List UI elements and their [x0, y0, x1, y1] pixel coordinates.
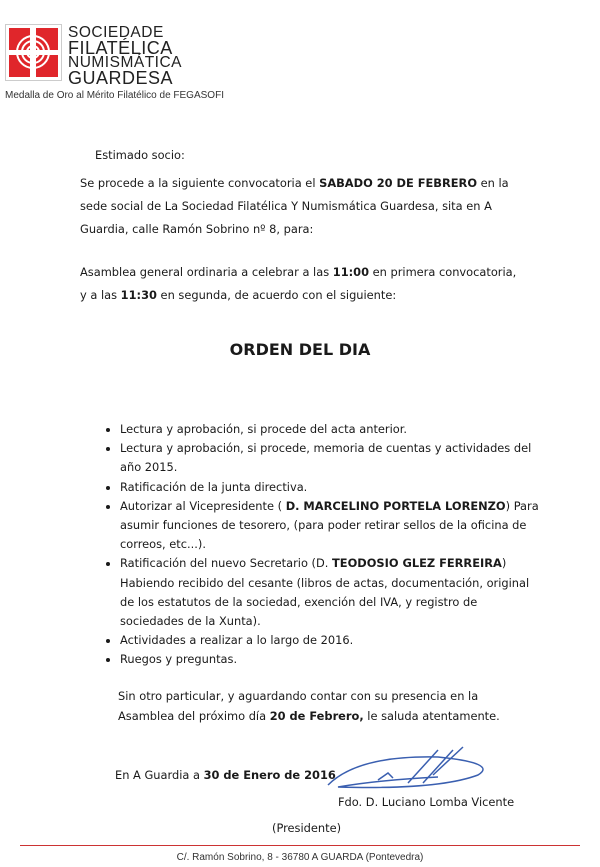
closing-paragraph — [118, 686, 518, 726]
org-line: NUMISMÁTICA — [68, 53, 182, 71]
society-logo — [5, 24, 62, 81]
signature — [318, 745, 498, 795]
text: le saluda atentamente. — [363, 709, 500, 723]
agenda-item: • Lectura y aprobación, si procede del acta anterior. — [120, 420, 540, 439]
medal-caption: Medalla de Oro al Mérito Filatélico de FEGASOFI — [5, 90, 224, 101]
text: En A Guardia a — [115, 768, 204, 782]
assembly-paragraph — [80, 261, 520, 307]
text: ) Habiendo recibido del cesante (libros de actas, documentación, original de los estatutos de la sociedad, exención del IVA, y registro de sociedades de la Xunta). — [120, 556, 530, 629]
first-time: 11:00 — [332, 265, 370, 279]
text: Se procede a la siguiente convocatoria el — [80, 176, 320, 190]
agenda-item — [120, 554, 540, 631]
second-time: 11:30 — [120, 288, 157, 302]
agenda-item: • Ruegos y preguntas. — [120, 650, 540, 669]
text: Autorizar al Vicepresidente ( — [120, 498, 286, 513]
place-date — [115, 768, 336, 782]
convocation-paragraph — [80, 172, 520, 241]
text: Asamblea general ordinaria a celebrar a las — [80, 265, 333, 279]
agenda-item: • Actividades a realizar a lo largo de 2016. — [120, 631, 540, 650]
text: en primera convocatoria, y a las — [80, 265, 517, 302]
footer-divider — [20, 845, 580, 846]
org-line: SOCIEDADE — [68, 24, 164, 41]
text: en la sede social de La Sociedad Filatélica Y Numismática Guardesa, sita en A Guardia, calle Ramón Sobrino nº 8, para: — [80, 176, 509, 236]
text: Sin otro particular, y aguardando contar con su presencia en la Asamblea del próximo día — [118, 689, 479, 723]
agenda-list — [100, 420, 540, 670]
text: Ratificación del nuevo Secretario (D. — [120, 556, 333, 571]
signer-name: Fdo. D. Luciano Lomba Vicente — [338, 795, 515, 809]
person-name: D. MARCELINO PORTELA LORENZO — [285, 498, 506, 513]
signer-role: (Presidente) — [272, 821, 342, 835]
agenda-item — [120, 497, 540, 555]
org-line: GUARDESA — [68, 68, 174, 88]
org-name — [68, 26, 182, 86]
agenda-item: • Ratificación de la junta directiva. — [120, 478, 540, 497]
letter-date: 30 de Enero de 2016 — [203, 768, 336, 782]
footer-address: C/. Ramón Sobrino, 8 - 36780 A GUARDA (Pontevedra) — [176, 852, 424, 863]
text: ) Para asumir funciones de tesorero, (para poder retirar sellos de la oficina de correos, etc...). — [120, 498, 539, 552]
greeting: Estimado socio: — [95, 148, 185, 162]
person-name: TEODOSIO GLEZ FERREIRA — [332, 556, 502, 571]
agenda-item: • Lectura y aprobación, si procede, memoria de cuentas y actividades del año 2015. — [120, 439, 540, 477]
text: en segunda, de acuerdo con el siguiente: — [156, 288, 397, 302]
assembly-date: 20 de Febrero, — [269, 709, 364, 723]
org-line: FILATÉLICA — [68, 37, 173, 58]
agenda-title: ORDEN DEL DIA — [229, 340, 371, 359]
meeting-date: SABADO 20 DE FEBRERO — [319, 176, 477, 190]
